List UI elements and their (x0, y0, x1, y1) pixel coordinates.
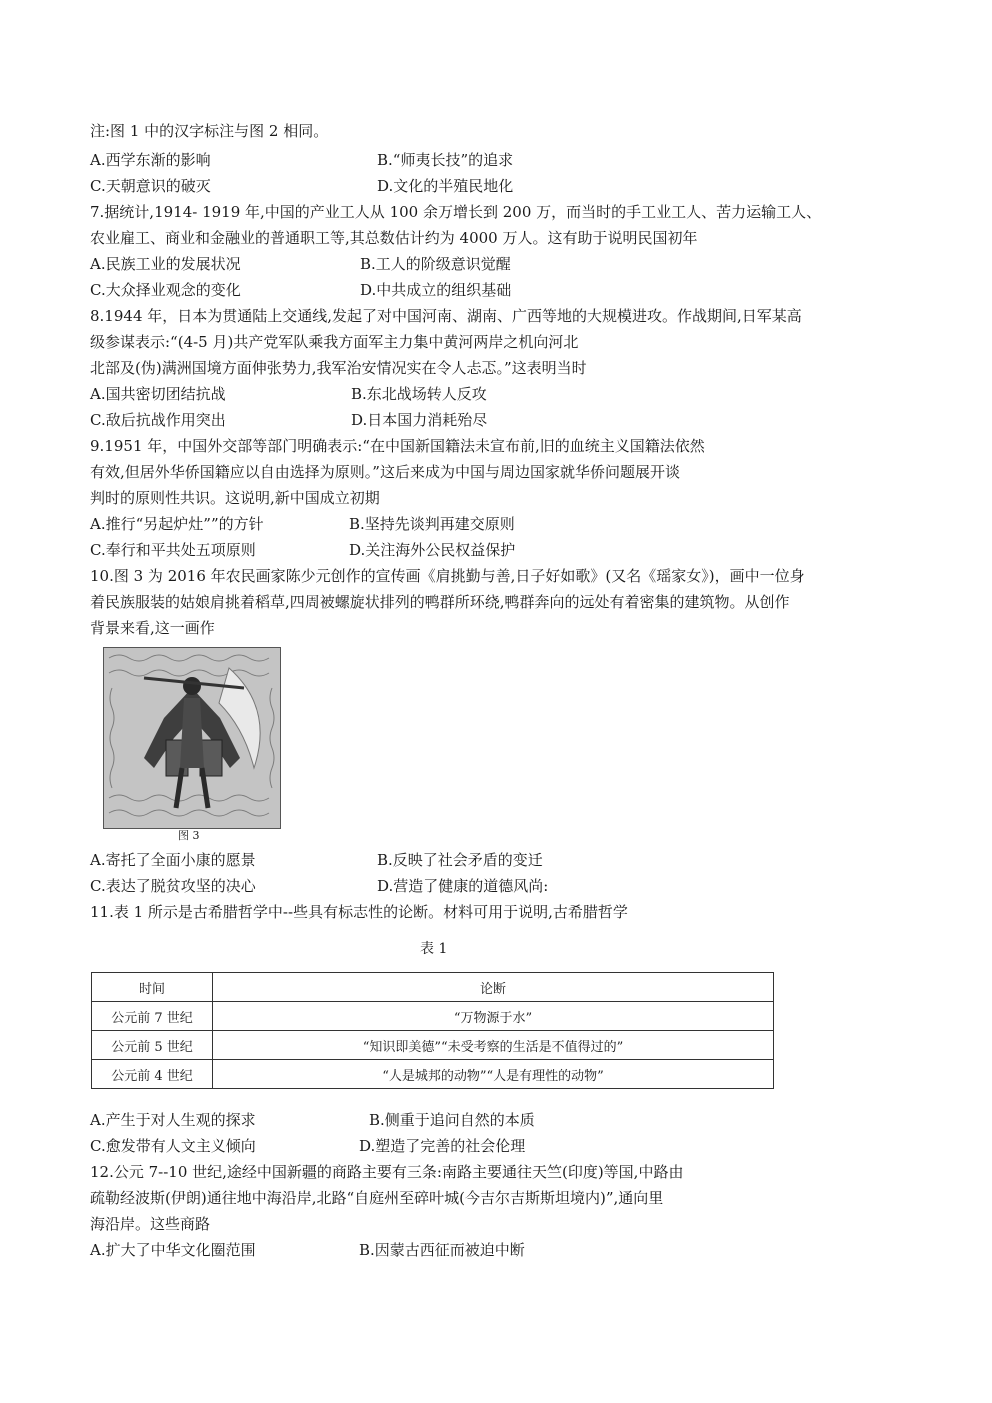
table-header-row (92, 973, 774, 1002)
q10-option-b: B.反映了社会矛盾的变迁 (377, 851, 543, 869)
q10-option-c: C.表达了脱贫攻坚的决心 (90, 877, 256, 895)
q12-option-a: A.扩大了中华文化圈范围 (90, 1241, 256, 1259)
figure-3-painting (103, 647, 281, 829)
table-cell-assertion: “人是城邦的动物”“人是有理性的动物” (213, 1060, 774, 1089)
q9-option-b: B.坚持先谈判再建交原则 (349, 515, 515, 533)
q9-option-c: C.奉行和平共处五项原则 (90, 541, 256, 559)
q11-stem-line-1: 11.表 1 所示是古希腊哲学中--些具有标志性的论断。材料可用于说明,古希腊哲学 (90, 903, 628, 921)
note-line: 注:图 1 中的汉字标注与图 2 相同。 (90, 122, 329, 140)
q11-option-b: B.侧重于追问自然的本质 (369, 1111, 535, 1129)
q7-option-c: C.大众择业观念的变化 (90, 281, 241, 299)
q8-option-a: A.国共密切团结抗战 (90, 385, 226, 403)
q7-option-a: A.民族工业的发展状况 (90, 255, 241, 273)
figure-3-caption: 图 3 (178, 829, 200, 842)
q8-stem-line-1: 8.1944 年，日本为贯通陆上交通线,发起了对中国河南、湖南、广西等地的大规模进攻。作战期间,日军某高 (90, 307, 802, 325)
q12-option-b: B.因蒙古西征而被迫中断 (359, 1241, 525, 1259)
q10-stem-line-1: 10.图 3 为 2016 年农民画家陈少元创作的宣传画《肩挑勤与善,日子好如歌》(又名《瑶家女》)，画中一位身 (90, 567, 805, 585)
q12-stem-line-1: 12.公元 7--10 世纪,途经中国新疆的商路主要有三条:南路主要通往天竺(印度)等国,中路由 (90, 1163, 684, 1181)
table-row (92, 1060, 774, 1089)
table-header-assertion: 论断 (213, 973, 774, 1002)
table-cell-assertion: “万物源于水” (213, 1002, 774, 1031)
q11-option-d: D.塑造了完善的社会伦理 (359, 1137, 526, 1155)
q11-option-c: C.愈发带有人文主义倾向 (90, 1137, 256, 1155)
q12-stem-line-2: 疏勒经波斯(伊朗)通往地中海沿岸,北路“自庭州至碎叶城(今吉尔吉斯斯坦境内)”,通向里 (90, 1189, 664, 1207)
table-cell-time: 公元前 7 世纪 (92, 1002, 213, 1031)
table-row (92, 1031, 774, 1060)
q6-option-a: A.西学东渐的影响 (90, 151, 211, 169)
table-1 (91, 972, 774, 1089)
table-1-title: 表 1 (420, 941, 448, 957)
q8-option-d: D.日本国力消耗殆尽 (351, 411, 488, 429)
q9-option-d: D.关注海外公民权益保护 (349, 541, 516, 559)
q6-option-c: C.天朝意识的破灭 (90, 177, 211, 195)
table-cell-time: 公元前 4 世纪 (92, 1060, 213, 1089)
q10-option-d: D.营造了健康的道德风尚: (377, 877, 549, 895)
q6-option-b: B.“师夷长技”的追求 (377, 151, 514, 169)
q11-option-a: A.产生于对人生观的探求 (90, 1111, 256, 1129)
table-cell-time: 公元前 5 世纪 (92, 1031, 213, 1060)
table-row (92, 1002, 774, 1031)
table-cell-assertion: “知识即美德”“未受考察的生活是不值得过的” (213, 1031, 774, 1060)
q12-stem-line-3: 海沿岸。这些商路 (90, 1215, 211, 1233)
q9-stem-line-2: 有效,但居外华侨国籍应以自由选择为原则。”这后来成为中国与周边国家就华侨问题展开谈 (90, 463, 680, 481)
q10-stem-line-2: 着民族服装的姑娘肩挑着稻草,四周被螺旋状排列的鸭群所环绕,鸭群奔向的远处有着密集的建筑物。从创作 (90, 593, 790, 611)
q10-option-a: A.寄托了全面小康的愿景 (90, 851, 256, 869)
q8-option-c: C.敌后抗战作用突出 (90, 411, 226, 429)
q6-option-d: D.文化的半殖民地化 (377, 177, 514, 195)
q10-stem-line-3: 背景来看,这一画作 (90, 619, 215, 637)
q7-option-b: B.工人的阶级意识觉醒 (360, 255, 511, 273)
q9-stem-line-1: 9.1951 年，中国外交部等部门明确表示:“在中国新国籍法未宣布前,旧的血统主义国籍法依然 (90, 437, 705, 455)
q9-stem-line-3: 判时的原则性共识。这说明,新中国成立初期 (90, 489, 380, 507)
q7-stem-line-2: 农业雇工、商业和金融业的普通职工等,其总数估计约为 4000 万人。这有助于说明民国初年 (90, 229, 698, 247)
table-header-time: 时间 (92, 973, 213, 1002)
q8-option-b: B.东北战场转人反攻 (351, 385, 487, 403)
painting-illustration (104, 648, 280, 828)
q7-stem-line-1: 7.据统计,1914- 1919 年,中国的产业工人从 100 余万增长到 200 万，而当时的手工业工人、苦力运输工人、 (90, 203, 822, 221)
q8-stem-line-2: 级参谋表示:“(4-5 月)共产党军队乘我方面军主力集中黄河两岸之机向河北 (90, 333, 579, 351)
q7-option-d: D.中共成立的组织基础 (360, 281, 512, 299)
q9-option-a: A.推行“另起炉灶””的方针 (90, 515, 264, 533)
q8-stem-line-3: 北部及(伪)满洲国境方面伸张势力,我军治安情况实在令人忐忑。”这表明当时 (90, 359, 587, 377)
